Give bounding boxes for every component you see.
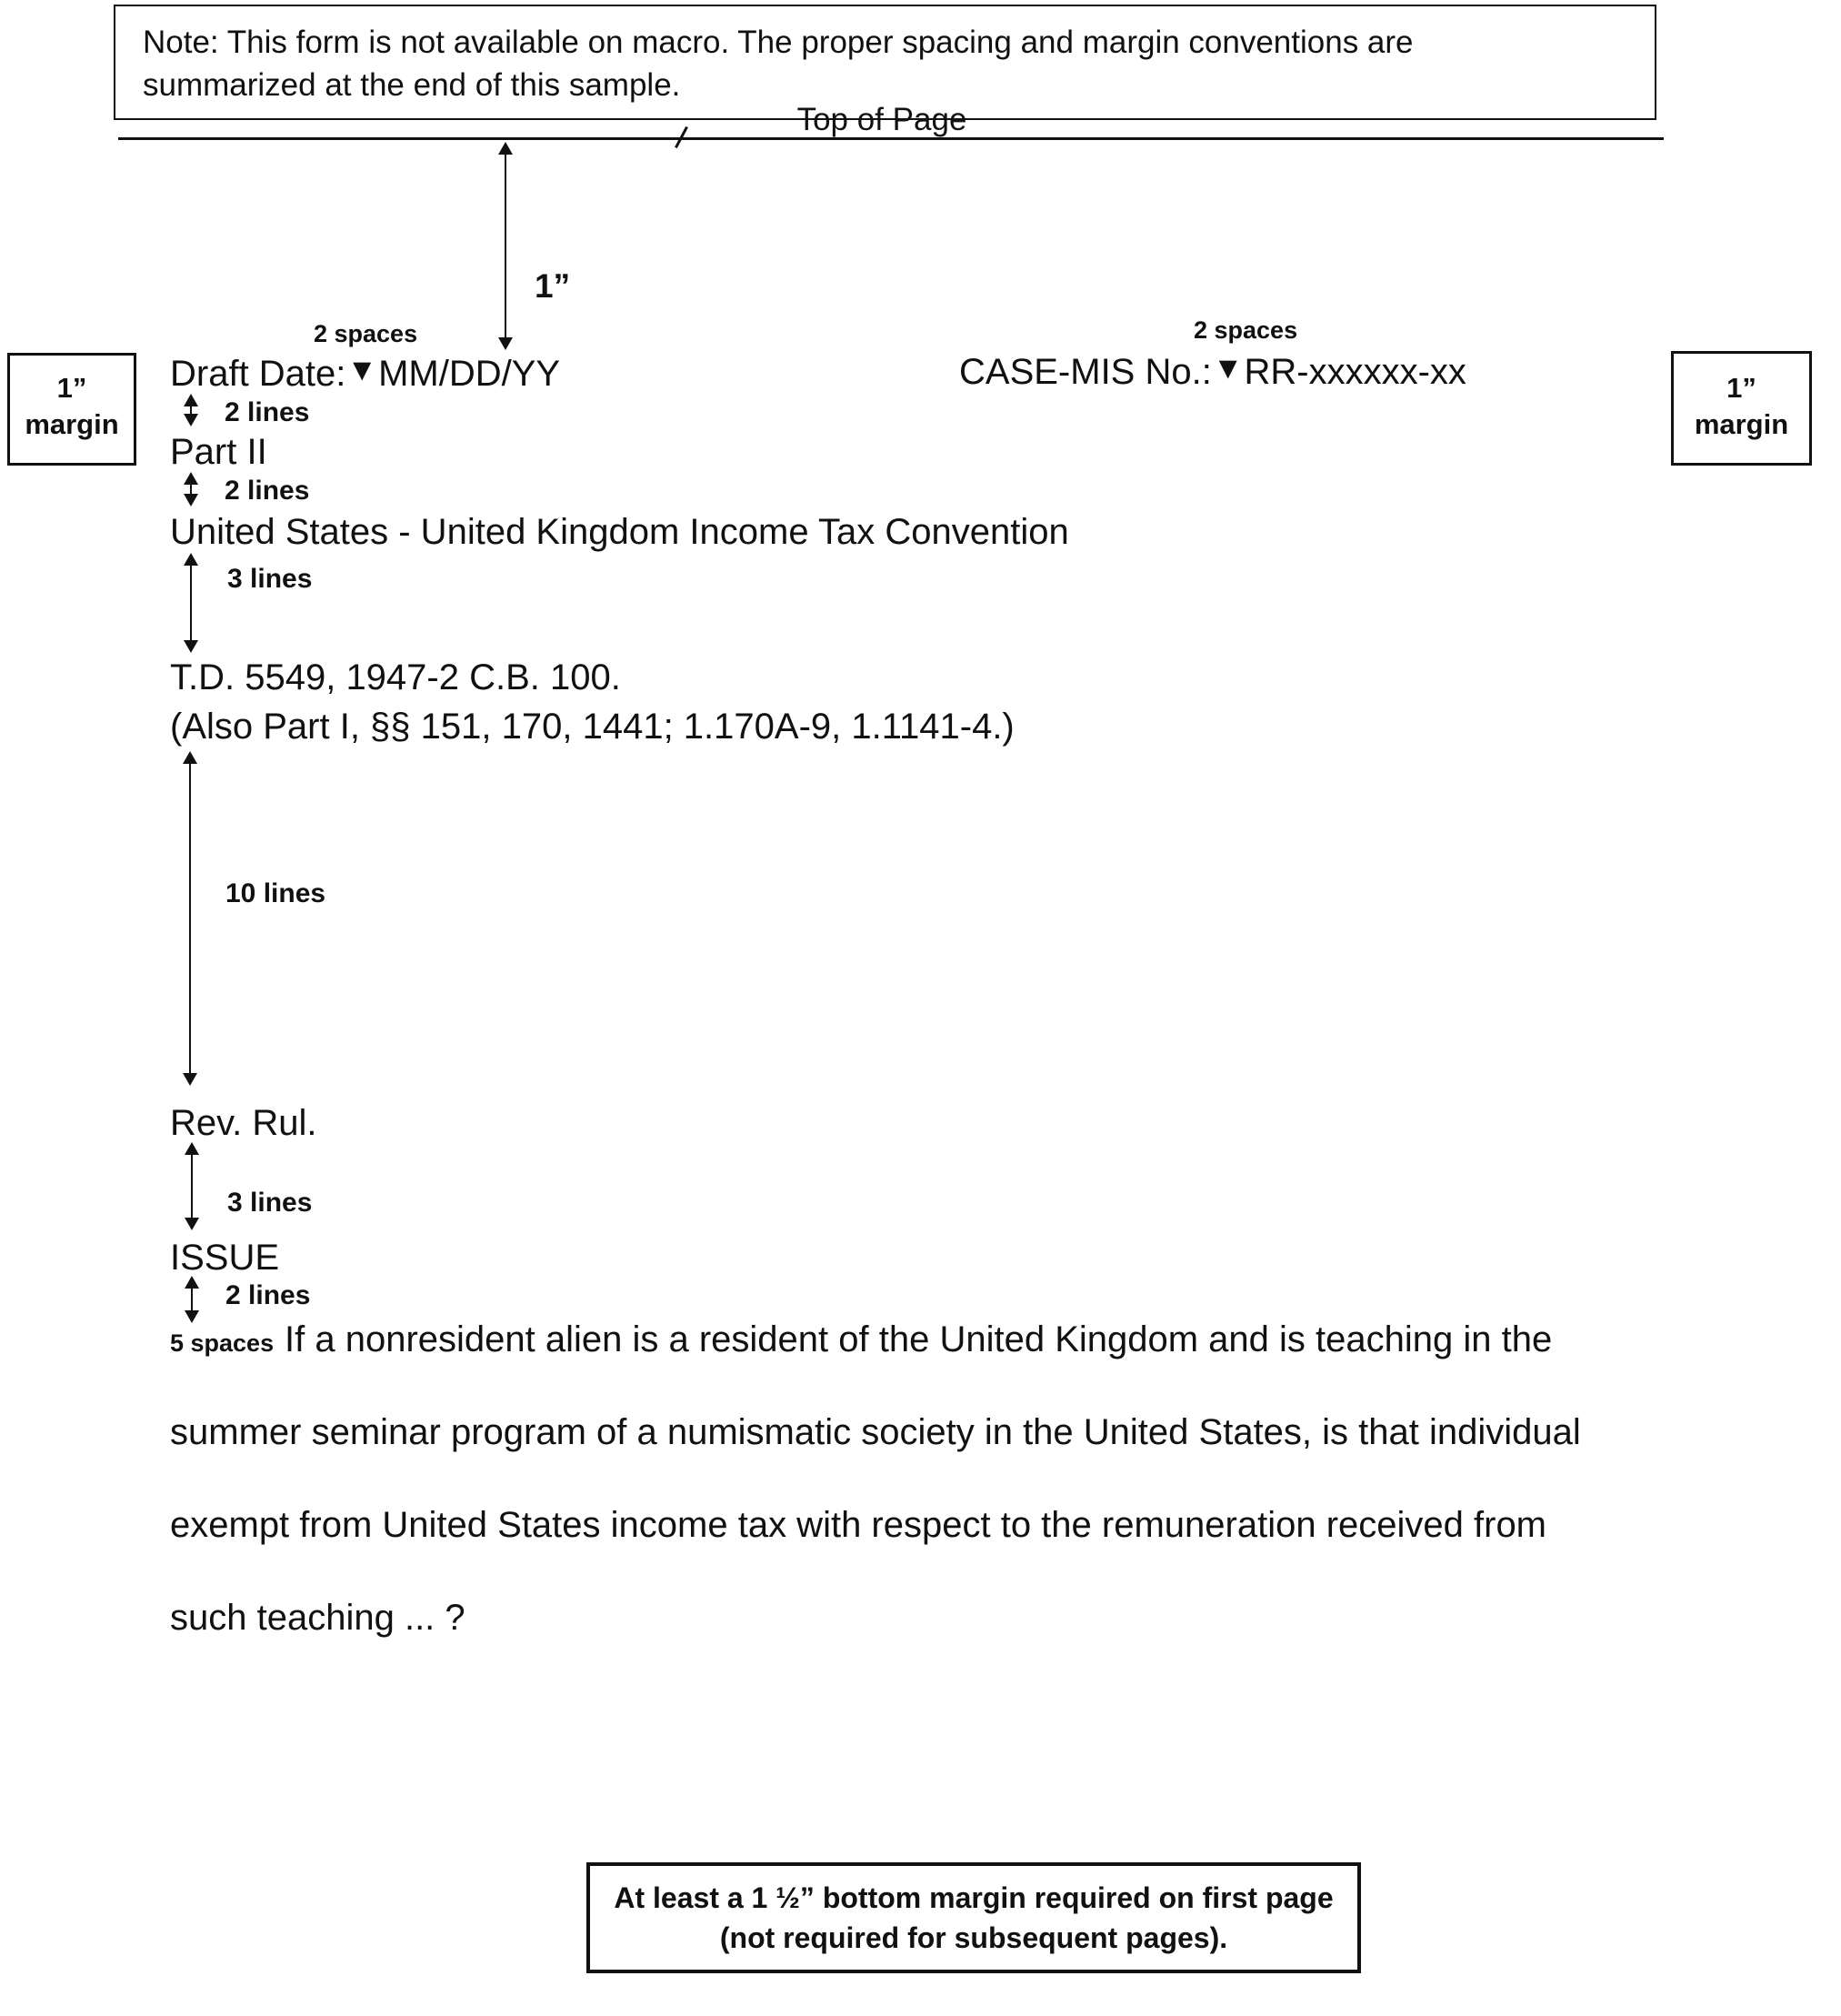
spacing-label-after-issue: 2 lines	[225, 1280, 311, 1310]
draft-date-row	[170, 353, 560, 396]
spacing-label-after-rev-rul: 3 lines	[227, 1188, 313, 1218]
note-line-2: summarized at the end of this sample.	[143, 67, 681, 103]
bottom-margin-box	[586, 1862, 1361, 1973]
spacing-arrow-after-part	[184, 472, 198, 507]
also-citation: (Also Part I, §§ 151, 170, 1441; 1.170A-9, 1.1141-4.)	[170, 707, 1015, 747]
right-margin-label-text: margin	[1694, 408, 1789, 440]
spacing-arrow-after-title	[184, 553, 198, 653]
bottom-margin-note-line-1: At least a 1 ½” bottom margin required on first page	[614, 1881, 1334, 1914]
issue-paragraph-line-2: summer seminar program of a numismatic society in the United States, is that individual	[170, 1412, 1581, 1452]
spacing-label-after-part: 2 lines	[225, 476, 310, 506]
top-of-page-label: Top of Page	[796, 102, 967, 137]
spacing-arrow-before-rev-rul	[183, 751, 197, 1086]
note-line-1: Note: This form is not available on macro. The proper spacing and margin conventions are	[143, 25, 1414, 60]
paragraph-indent-label: 5 spaces	[170, 1329, 275, 1357]
convention-title: United States - United Kingdom Income Tax Convention	[170, 512, 1069, 552]
top-of-page-rule	[118, 137, 1664, 140]
spacing-label-before-rev-rul: 10 lines	[225, 878, 326, 908]
case-mis-row	[959, 351, 1466, 395]
top-margin-arrow-label: 1”	[535, 267, 571, 305]
td-citation: T.D. 5549, 1947-2 C.B. 100.	[170, 657, 621, 697]
left-margin-box	[7, 353, 136, 466]
part-heading: Part II	[170, 432, 267, 472]
right-margin-box	[1671, 351, 1812, 466]
spacing-arrow-after-issue	[185, 1276, 199, 1323]
spacing-label-after-title: 3 lines	[227, 564, 313, 594]
spacing-label-after-draft-date: 2 lines	[225, 397, 310, 427]
left-margin-label-size: 1”	[56, 372, 87, 404]
insertion-marker-icon: ▼	[1212, 351, 1244, 386]
issue-paragraph-line-4: such teaching ... ?	[170, 1598, 465, 1638]
left-margin-label-text: margin	[25, 408, 119, 440]
issue-paragraph-line-3: exempt from United States income tax with respect to the remuneration received from	[170, 1505, 1547, 1545]
right-margin-label-size: 1”	[1726, 372, 1756, 404]
bottom-margin-note-line-2: (not required for subsequent pages).	[719, 1921, 1228, 1954]
rev-rul-label: Rev. Rul.	[170, 1103, 317, 1143]
insertion-marker-icon: ▼	[346, 353, 378, 387]
draft-date-label: Draft Date:	[170, 354, 346, 394]
two-spaces-label-right: 2 spaces	[1194, 316, 1298, 344]
spacing-arrow-after-draft-date	[184, 394, 198, 426]
case-mis-label: CASE-MIS No.:	[959, 352, 1212, 392]
top-margin-arrow	[498, 142, 513, 350]
issue-heading: ISSUE	[170, 1238, 280, 1278]
spacing-arrow-after-rev-rul	[185, 1142, 199, 1230]
issue-paragraph-line-1: If a nonresident alien is a resident of the United Kingdom and is teaching in the	[285, 1319, 1553, 1359]
draft-date-value: MM/DD/YY	[378, 354, 561, 394]
case-mis-value: RR-xxxxxx-xx	[1244, 352, 1466, 392]
two-spaces-label-left: 2 spaces	[314, 320, 418, 347]
